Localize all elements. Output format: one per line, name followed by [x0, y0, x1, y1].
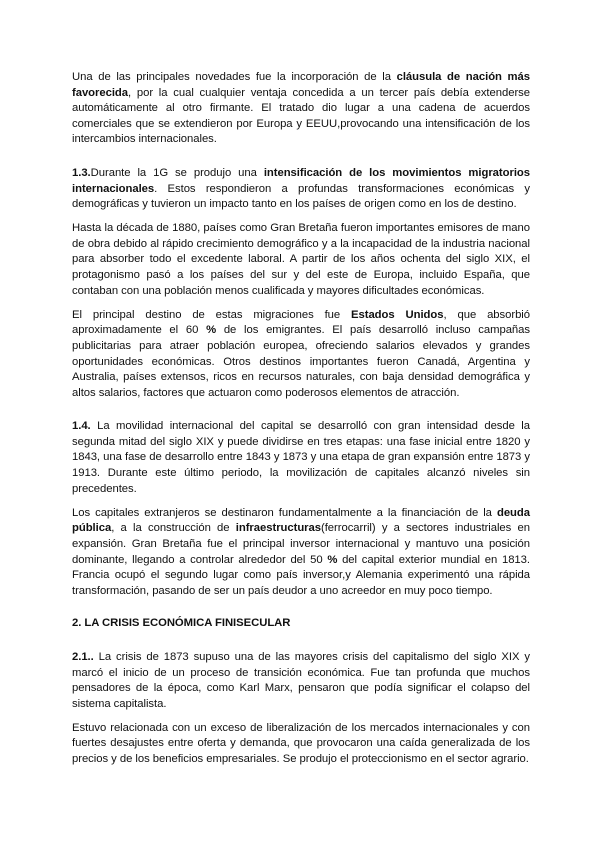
paragraph-migraciones-intro — [72, 166, 530, 213]
bold-term: % — [327, 553, 338, 566]
bold-term: infraestructuras — [235, 522, 321, 535]
text-run: La crisis de 1873 supuso una de las mayores crisis del capitalismo del siglo XIX y marcó el inicio de un proceso de transición económica. Fue tan profunda que muchos pensadores de la época, como Karl Marx, pensaron que podía significar el colapso del sistema capitalista. — [72, 650, 530, 710]
text-run: Una de las principales novedades fue la incorporación de la — [72, 71, 397, 83]
text-run: , a la construcción de — [111, 522, 236, 535]
bold-term: % — [206, 324, 217, 337]
paragraph-clausula-nacion — [72, 70, 530, 148]
paragraph-crisis-1873 — [72, 650, 530, 712]
text-run: (ferrocarril) y a sectores industriales en expansión. Gran Bretaña fue el principal inversor internacional y mantuvo una posición dominante, llegando a controlar alrededor del 50 — [72, 522, 530, 566]
text-run: de los emigrantes. El país desarrolló incluso campañas publicitarias para atraer población europea, ofreciendo salarios elevados y grandes oportunidades económicas. Otros destinos importantes fueron Canadá, Argentina y Australia, países extensos, ricos en recursos naturales, con baja densidad demográfica y altos salarios, factores que actuaron como poderosos elementos de atracción. — [72, 324, 530, 399]
section-number: 1.4. — [72, 420, 91, 433]
text-run: , que absorbió aproximadamente el 60 — [72, 308, 531, 337]
section-number: 1.3. — [72, 166, 91, 179]
text-run: del capital exterior mundial en 1813. Francia ocupó el segundo lugar como país inversor,y Alemania experimentó una rápida transformación, pasando de ser un país deudor a uno acreedor en muy poco tiempo. — [72, 553, 530, 597]
paragraph-capital-movilidad — [72, 419, 530, 497]
section-heading: 2. LA CRISIS ECONÓMICA FINISECULAR — [72, 617, 291, 630]
text-run: Los capitales extranjeros se destinaron fundamentalmente a la financiación de la — [72, 506, 497, 519]
paragraph-emisores — [72, 221, 530, 299]
bold-term: cláusula de nación más favorecida — [72, 71, 530, 99]
text-run: Hasta la década de 1880, países como Gran Bretaña fueron importantes emisores de mano de obra debido al rápido crecimiento demográfico y a la incapacidad de la industria nacional para absorber todo el excedente laboral. A partir de los años ochenta del siglo XIX, el protagonismo pasó a los países del sur y del este de Europa, incluido España, que contaban con una población menos cualificada y mayores dificultades económicas. — [72, 222, 530, 297]
text-run: El principal destino de estas migraciones fue — [72, 308, 352, 321]
text-run: . Estos respondieron a profundas transformaciones económicas y demográficas y tuvieron un impacto tanto en los países de origen como en los de destino. — [72, 182, 530, 211]
section-number: 2.1.. — [72, 650, 94, 663]
paragraph-capitales-extranjeros — [72, 506, 530, 600]
text-run: Durante la 1G se produjo una — [90, 166, 264, 179]
bold-term: deuda pública — [72, 506, 530, 535]
paragraph-destinos — [72, 308, 530, 402]
text-run: , por la cual cualquier ventaja concedida a un tercer país debía extenderse automáticamente al otro firmante. El tratado dio lugar a una cadena de acuerdos comerciales que se extendieron por Europa y EEUU,provocando una intensificación de los intercambios internacionales. — [72, 86, 530, 146]
bold-term: intensificación de los movimientos migratorios internacionales — [72, 166, 530, 195]
text-run: Estuvo relacionada con un exceso de liberalización de los mercados internacionales y con fuertes desajustes entre oferta y demanda, que provocaron una caída generalizada de los precios y de los beneficios empresariales. Se produjo el proteccionismo en el sector agrario. — [72, 721, 530, 765]
text-run: La movilidad internacional del capital se desarrolló con gran intensidad desde la segunda mitad del siglo XIX y puede dividirse en tres etapas: una fase inicial entre 1820 y 1843, una fase de desarrollo entre 1843 y 1873 y una etapa de gran expansión entre 1873 y 1913. Durante este último periodo, la movilización de capitales alcanzó niveles sin precedentes. — [72, 420, 530, 495]
paragraph-liberalizacion — [72, 721, 530, 768]
bold-term: Estados Unidos — [351, 308, 444, 321]
